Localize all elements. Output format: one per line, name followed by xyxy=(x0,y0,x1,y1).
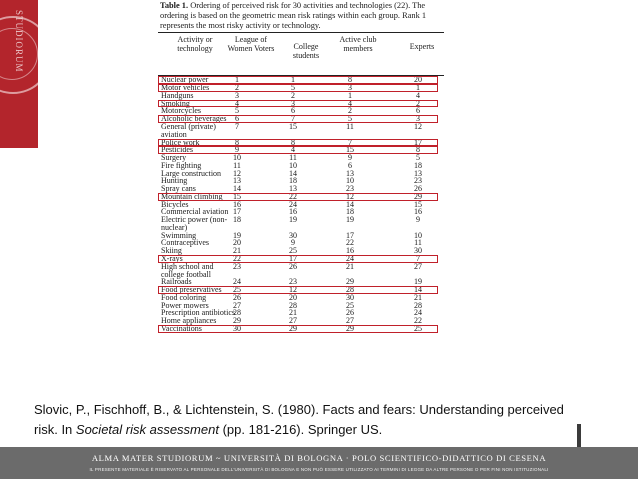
column-header-club: Active club members xyxy=(339,35,377,53)
table-row xyxy=(158,170,444,178)
cell-experts: 2 xyxy=(416,98,420,108)
cell-club: 29 xyxy=(346,323,354,333)
cell-activity: Hunting xyxy=(161,176,188,186)
cell-club: 24 xyxy=(346,254,354,263)
table-row xyxy=(158,193,444,201)
table-row xyxy=(158,177,444,185)
table-row xyxy=(158,92,444,100)
cell-students: 22 xyxy=(289,191,297,201)
cell-club: 29 xyxy=(346,277,354,287)
cell-activity: General (private) xyxy=(161,121,216,131)
cell-students: 13 xyxy=(289,184,297,194)
cell-experts: 7 xyxy=(416,254,420,263)
cell-activity: Food preservatives xyxy=(161,285,222,295)
cell-club: 22 xyxy=(346,238,354,248)
cell-lwv: 23 xyxy=(233,261,241,271)
cell-experts: 25 xyxy=(414,323,422,333)
cell-activity: Mountain climbing xyxy=(161,191,223,201)
cell-activity: Swimming xyxy=(161,230,197,240)
cell-lwv: 6 xyxy=(235,114,239,124)
cell-students: 17 xyxy=(289,254,297,263)
cell-activity: aviation xyxy=(161,129,187,139)
cell-activity: Skiing xyxy=(161,246,182,256)
cell-activity: Handguns xyxy=(161,90,194,100)
cell-activity: Surgery xyxy=(161,153,187,163)
cell-lwv: 13 xyxy=(233,176,241,186)
cell-students: 18 xyxy=(289,176,297,186)
cell-lwv: 5 xyxy=(235,106,239,116)
cell-club: 28 xyxy=(346,285,354,295)
cell-students: 9 xyxy=(291,238,295,248)
cell-club: 19 xyxy=(346,215,354,225)
cell-lwv: 3 xyxy=(235,90,239,100)
cell-lwv: 25 xyxy=(233,285,241,295)
column-header-experts: Experts xyxy=(409,42,435,52)
cell-experts: 15 xyxy=(414,199,422,209)
cell-club: 14 xyxy=(346,199,354,209)
cell-club: 13 xyxy=(346,168,354,178)
cell-club: 6 xyxy=(348,160,352,170)
risk-table-figure xyxy=(150,0,450,390)
cell-students: 20 xyxy=(289,292,297,302)
cell-lwv: 17 xyxy=(233,207,241,217)
cell-experts: 10 xyxy=(414,230,422,240)
cell-lwv: 19 xyxy=(233,230,241,240)
cell-activity: Fire fighting xyxy=(161,160,202,170)
cell-club: 4 xyxy=(348,98,352,108)
cell-club: 11 xyxy=(346,121,354,131)
cell-experts: 13 xyxy=(414,168,422,178)
cell-activity: Nuclear power xyxy=(161,75,209,85)
table-column-headers xyxy=(150,33,450,75)
cell-activity: Pesticides xyxy=(161,145,193,155)
cell-lwv: 4 xyxy=(235,98,239,108)
cell-students: 2 xyxy=(291,90,295,100)
cell-experts: 1 xyxy=(416,83,420,93)
cell-activity: High school and xyxy=(161,261,214,271)
cell-experts: 30 xyxy=(414,246,422,256)
cell-club: 25 xyxy=(346,300,354,310)
cell-club: 12 xyxy=(346,191,354,201)
citation-book-title: Societal risk assessment xyxy=(75,422,219,437)
table-row xyxy=(158,247,444,255)
cell-club: 17 xyxy=(346,230,354,240)
cell-lwv: 14 xyxy=(233,184,241,194)
cell-experts: 11 xyxy=(414,238,422,248)
cell-lwv: 30 xyxy=(233,323,241,333)
cell-students: 27 xyxy=(289,316,297,326)
cell-students: 1 xyxy=(291,75,295,85)
cell-students: 26 xyxy=(289,261,297,271)
cell-students: 7 xyxy=(291,114,295,124)
cell-lwv: 8 xyxy=(235,137,239,147)
cell-students: 29 xyxy=(289,323,297,333)
footer-title: ALMA MATER STUDIORUM ~ UNIVERSITÀ DI BOLOGNA · POLO SCIENTIFICO-DIDATTICO DI CESENA xyxy=(91,453,547,463)
cell-students: 15 xyxy=(289,121,297,131)
cell-lwv: 29 xyxy=(233,316,241,326)
cell-experts: 5 xyxy=(416,153,420,163)
cell-activity: Large construction xyxy=(161,168,222,178)
cell-lwv: 16 xyxy=(233,199,241,209)
cell-experts: 16 xyxy=(414,207,422,217)
cell-students: 23 xyxy=(289,277,297,287)
table-row xyxy=(158,131,444,139)
cell-lwv: 12 xyxy=(233,168,241,178)
table-row xyxy=(158,84,444,92)
cell-lwv: 1 xyxy=(235,75,239,85)
table-caption xyxy=(160,1,450,30)
cell-students: 8 xyxy=(291,137,295,147)
cell-club: 27 xyxy=(346,316,354,326)
cell-students: 11 xyxy=(289,153,297,163)
table-row xyxy=(158,139,444,147)
cell-experts: 28 xyxy=(414,300,422,310)
column-header-students: College students xyxy=(292,42,320,60)
cell-lwv: 18 xyxy=(233,215,241,225)
cell-club: 5 xyxy=(348,114,352,124)
cell-club: 7 xyxy=(348,137,352,147)
cell-activity: Bicycles xyxy=(161,199,189,209)
cell-students: 14 xyxy=(289,168,297,178)
cell-lwv: 20 xyxy=(233,238,241,248)
cell-activity: college football xyxy=(161,269,211,279)
cell-club: 30 xyxy=(346,292,354,302)
cell-experts: 20 xyxy=(414,75,422,85)
cell-lwv: 22 xyxy=(233,254,241,263)
cell-activity: Commercial aviation xyxy=(161,207,229,217)
table-row xyxy=(158,271,444,279)
cell-students: 19 xyxy=(289,215,297,225)
cell-experts: 19 xyxy=(414,277,422,287)
cell-experts: 22 xyxy=(414,316,422,326)
cell-lwv: 2 xyxy=(235,83,239,93)
seal-text: STUDIORUM xyxy=(14,10,24,73)
cell-club: 23 xyxy=(346,184,354,194)
cell-lwv: 7 xyxy=(235,121,239,131)
cell-experts: 6 xyxy=(416,106,420,116)
cell-club: 8 xyxy=(348,75,352,85)
cell-students: 5 xyxy=(291,83,295,93)
cell-experts: 12 xyxy=(414,121,422,131)
cell-experts: 14 xyxy=(414,285,422,295)
column-header-lwv: League of Women Voters xyxy=(227,35,275,53)
cell-activity: Electric power (non- xyxy=(161,215,228,225)
cell-club: 21 xyxy=(346,261,354,271)
cell-club: 16 xyxy=(346,246,354,256)
table-caption-text: Ordering of perceived risk for 30 activities and technologies (22). The ordering is based on the geometric mean risk ratings within each group. Rank 1 represents the most risky activity or technology. xyxy=(160,1,427,30)
cell-students: 10 xyxy=(289,160,297,170)
cell-lwv: 26 xyxy=(233,292,241,302)
table-row xyxy=(158,325,444,333)
cell-activity: Power mowers xyxy=(161,300,209,310)
cell-experts: 18 xyxy=(414,160,422,170)
footer-note: IL PRESENTE MATERIALE È RISERVATO AL PERSONALE DELL'UNIVERSITÀ DI BOLOGNA E NON PUÒ ESSERE UTILIZZATO AI TERMINI DI LEGGE DA ALTRE PERSONE O PER FINI NON ISTITUZIONALI xyxy=(89,467,549,472)
cell-experts: 26 xyxy=(414,184,422,194)
cell-club: 26 xyxy=(346,308,354,318)
table-row xyxy=(158,123,444,131)
cell-students: 24 xyxy=(289,199,297,209)
cell-activity: X-rays xyxy=(161,254,183,263)
cell-experts: 27 xyxy=(414,261,422,271)
cell-lwv: 27 xyxy=(233,300,241,310)
cell-club: 18 xyxy=(346,207,354,217)
table-title: Table 1. xyxy=(160,1,189,10)
cell-club: 2 xyxy=(348,106,352,116)
cell-lwv: 10 xyxy=(233,153,241,163)
cell-activity: Home appliances xyxy=(161,316,217,326)
cell-students: 6 xyxy=(291,106,295,116)
cell-activity: Railroads xyxy=(161,277,192,287)
cell-activity: Police work xyxy=(161,137,200,147)
cell-students: 12 xyxy=(289,285,297,295)
cell-students: 4 xyxy=(291,145,295,155)
cell-experts: 3 xyxy=(416,114,420,124)
university-footer xyxy=(0,447,638,479)
cell-lwv: 9 xyxy=(235,145,239,155)
citation xyxy=(34,400,574,440)
cell-club: 3 xyxy=(348,83,352,93)
cell-lwv: 15 xyxy=(233,191,241,201)
cell-experts: 9 xyxy=(416,215,420,225)
cell-lwv: 11 xyxy=(233,160,241,170)
cell-activity: Food coloring xyxy=(161,292,207,302)
table-row xyxy=(158,239,444,247)
cell-activity: Prescription antibiotics xyxy=(161,308,235,318)
cell-students: 16 xyxy=(289,207,297,217)
university-side-strip xyxy=(0,0,38,148)
cell-club: 9 xyxy=(348,153,352,163)
cell-experts: 29 xyxy=(414,191,422,201)
citation-pages-publisher: (pp. 181-216). Springer US. xyxy=(218,422,383,437)
table-row xyxy=(158,224,444,232)
cell-club: 10 xyxy=(346,176,354,186)
table-row xyxy=(158,216,444,224)
cell-activity: nuclear) xyxy=(161,222,188,232)
citation-text: Slovic, P., Fischhoff, B., & Lichtenstein, S. (1980). Facts and fears: Understanding perceived risk. In xyxy=(34,402,564,437)
cell-students: 30 xyxy=(289,230,297,240)
cell-club: 1 xyxy=(348,90,352,100)
cell-activity: Smoking xyxy=(161,98,190,108)
cell-activity: Spray cans xyxy=(161,184,196,194)
table-row xyxy=(158,146,444,154)
cell-experts: 24 xyxy=(414,308,422,318)
cell-experts: 8 xyxy=(416,145,420,155)
cell-students: 25 xyxy=(289,246,297,256)
cell-students: 28 xyxy=(289,300,297,310)
cell-activity: Contraceptives xyxy=(161,238,209,248)
cell-lwv: 21 xyxy=(233,246,241,256)
cell-students: 21 xyxy=(289,308,297,318)
cell-activity: Motorcycles xyxy=(161,106,201,116)
cell-experts: 17 xyxy=(414,137,422,147)
cell-club: 15 xyxy=(346,145,354,155)
cell-activity: Vaccinations xyxy=(161,323,202,333)
cell-lwv: 24 xyxy=(233,277,241,287)
cell-activity: Alcoholic beverages xyxy=(161,114,227,124)
cell-experts: 21 xyxy=(414,292,422,302)
cell-experts: 23 xyxy=(414,176,422,186)
cell-experts: 4 xyxy=(416,90,420,100)
column-header-activity: Activity or technology xyxy=(177,35,213,53)
table-body xyxy=(158,76,444,332)
cell-students: 3 xyxy=(291,98,295,108)
cell-lwv: 28 xyxy=(233,308,241,318)
cell-activity: Motor vehicles xyxy=(161,83,210,93)
